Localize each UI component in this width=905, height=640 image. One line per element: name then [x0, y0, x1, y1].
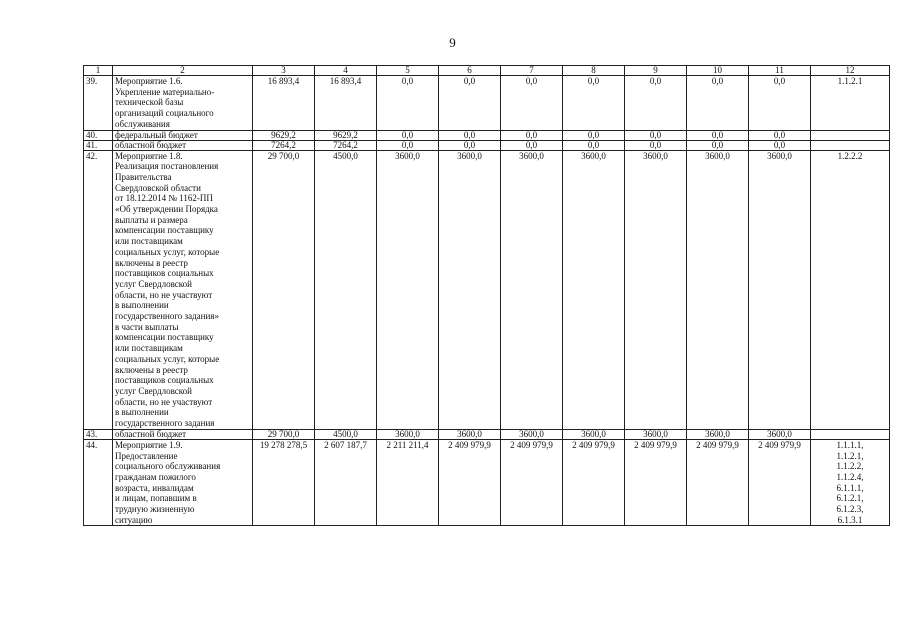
target-code-cell: 1.1.1.1, 1.1.2.1, 1.1.2.2, 1.1.2.4, 6.1.1.1, 6.1.2.1, 6.1.2.3, 6.1.3.1: [811, 439, 890, 526]
table-header-row: [84, 66, 890, 76]
value-cell: 0,0: [687, 130, 749, 140]
value-cell: 16 893,4: [253, 76, 315, 131]
header-cell: 10: [687, 66, 749, 76]
value-cell: 3600,0: [749, 429, 811, 439]
header-cell: 11: [749, 66, 811, 76]
target-code-cell: [811, 140, 890, 150]
value-cell: 4500,0: [315, 150, 377, 429]
header-cell: 3: [253, 66, 315, 76]
row-number: 39.: [84, 76, 113, 131]
row-number: 42.: [84, 150, 113, 429]
value-cell: 0,0: [439, 130, 501, 140]
value-cell: 2 409 979,9: [439, 439, 501, 526]
value-cell: 3600,0: [625, 429, 687, 439]
value-cell: 0,0: [439, 76, 501, 131]
row-name: федеральный бюджет: [113, 130, 253, 140]
value-cell: 2 211 211,4: [377, 439, 439, 526]
value-cell: 2 409 979,9: [749, 439, 811, 526]
target-code-cell: [811, 130, 890, 140]
value-cell: 0,0: [563, 140, 625, 150]
value-cell: 0,0: [501, 130, 563, 140]
value-cell: 3600,0: [625, 150, 687, 429]
table-row: [84, 140, 890, 150]
value-cell: 16 893,4: [315, 76, 377, 131]
table-row: [84, 150, 890, 429]
header-cell: 8: [563, 66, 625, 76]
value-cell: 3600,0: [377, 150, 439, 429]
value-cell: 2 409 979,9: [563, 439, 625, 526]
value-cell: 2 607 187,7: [315, 439, 377, 526]
row-number: 41.: [84, 140, 113, 150]
value-cell: 3600,0: [563, 150, 625, 429]
value-cell: 0,0: [501, 76, 563, 131]
budget-table: [83, 65, 890, 526]
value-cell: 3600,0: [749, 150, 811, 429]
value-cell: 4500,0: [315, 429, 377, 439]
value-cell: 0,0: [687, 76, 749, 131]
row-number: 40.: [84, 130, 113, 140]
value-cell: 3600,0: [501, 150, 563, 429]
value-cell: 3600,0: [687, 150, 749, 429]
value-cell: 7264,2: [253, 140, 315, 150]
header-cell: 4: [315, 66, 377, 76]
row-number: 44.: [84, 439, 113, 526]
header-cell: 2: [113, 66, 253, 76]
value-cell: 3600,0: [439, 150, 501, 429]
value-cell: 2 409 979,9: [625, 439, 687, 526]
value-cell: 2 409 979,9: [501, 439, 563, 526]
value-cell: 9629,2: [253, 130, 315, 140]
table-row: [84, 130, 890, 140]
value-cell: 19 278 278,5: [253, 439, 315, 526]
value-cell: 0,0: [687, 140, 749, 150]
value-cell: 7264,2: [315, 140, 377, 150]
value-cell: 0,0: [563, 130, 625, 140]
header-cell: 6: [439, 66, 501, 76]
target-code-cell: [811, 429, 890, 439]
value-cell: 0,0: [377, 140, 439, 150]
value-cell: 3600,0: [377, 429, 439, 439]
table-row: [84, 439, 890, 526]
table-row: [84, 76, 890, 131]
row-name: Мероприятие 1.8. Реализация постановления Правительства Свердловской области от 18.12.2014 № 1162-ПП «Об утверждении Порядка выплаты и размера компенсации поставщику или поставщикам социальных услуг, которые включены в реестр поставщиков социальных услуг Свердловской области, но не участвуют в выполнении государственного задания» в части выплаты компенсации поставщику или поставщикам социальных услуг, которые включены в реестр поставщиков социальных услуг Свердловской области, но не участвуют в выполнении государственного задания: [113, 150, 253, 429]
header-cell: 12: [811, 66, 890, 76]
value-cell: 2 409 979,9: [687, 439, 749, 526]
target-code-cell: 1.1.2.1: [811, 76, 890, 131]
value-cell: 0,0: [501, 140, 563, 150]
value-cell: 3600,0: [501, 429, 563, 439]
value-cell: 29 700,0: [253, 429, 315, 439]
row-number: 43.: [84, 429, 113, 439]
row-name: Мероприятие 1.6. Укрепление материально- технической базы организаций социального обслуживания: [113, 76, 253, 131]
page-number: 9: [449, 35, 456, 50]
value-cell: 0,0: [377, 76, 439, 131]
value-cell: 3600,0: [687, 429, 749, 439]
value-cell: 29 700,0: [253, 150, 315, 429]
table-row: [84, 429, 890, 439]
value-cell: 0,0: [625, 130, 687, 140]
value-cell: 0,0: [563, 76, 625, 131]
value-cell: 0,0: [749, 76, 811, 131]
value-cell: 0,0: [749, 130, 811, 140]
value-cell: 3600,0: [563, 429, 625, 439]
target-code-cell: 1.2.2.2: [811, 150, 890, 429]
row-name: областной бюджет: [113, 429, 253, 439]
value-cell: 9629,2: [315, 130, 377, 140]
value-cell: 0,0: [749, 140, 811, 150]
value-cell: 0,0: [439, 140, 501, 150]
value-cell: 0,0: [625, 140, 687, 150]
value-cell: 0,0: [625, 76, 687, 131]
value-cell: 0,0: [377, 130, 439, 140]
row-name: Мероприятие 1.9. Предоставление социального обслуживания гражданам пожилого возраста, инвалидам и лицам, попавшим в трудную жизненную ситуацию: [113, 439, 253, 526]
header-cell: 1: [84, 66, 113, 76]
header-cell: 5: [377, 66, 439, 76]
row-name: областной бюджет: [113, 140, 253, 150]
header-cell: 9: [625, 66, 687, 76]
header-cell: 7: [501, 66, 563, 76]
value-cell: 3600,0: [439, 429, 501, 439]
